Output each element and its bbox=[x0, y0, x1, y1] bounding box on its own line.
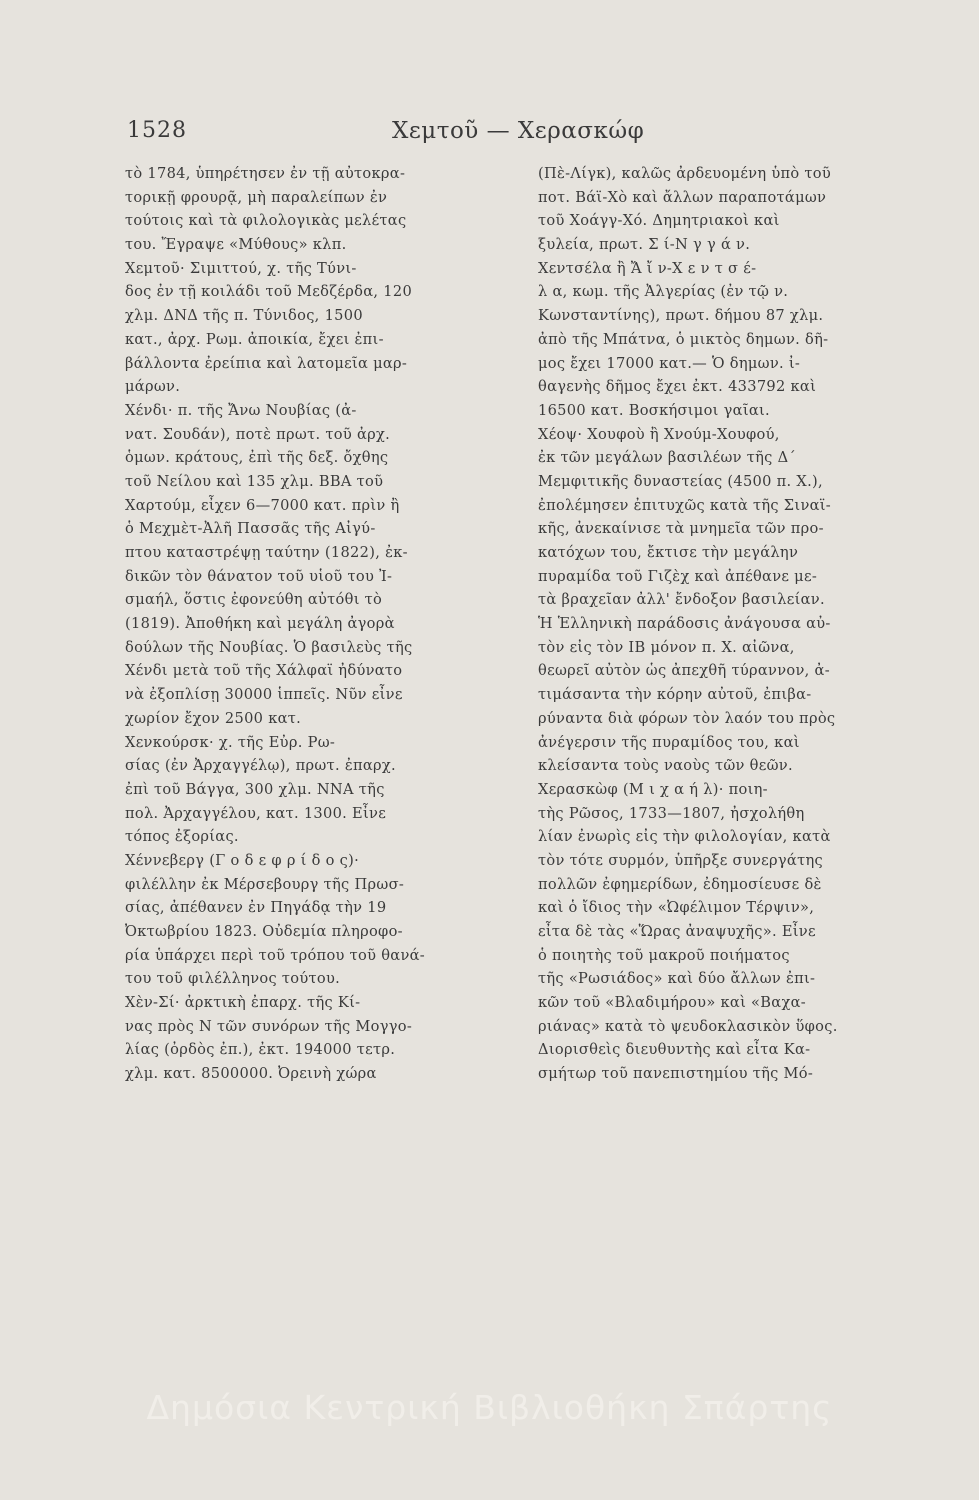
text-line: κατόχων του, ἔκτισε τὴν μεγάλην bbox=[538, 544, 799, 561]
text-line: τιμάσαντα τὴν κόρην αὐτοῦ, ἐπιβα- bbox=[538, 686, 812, 704]
text-line: σίας (ἐν Ἀρχαγγέλῳ), πρωτ. ἐπαρχ. bbox=[125, 757, 396, 775]
text-line: ἐπὶ τοῦ Βάγγα, 300 χλμ. ΝΝΑ τῆς bbox=[125, 780, 385, 798]
text-line: Μεμφιτικῆς δυναστείας (4500 π. Χ.), bbox=[538, 472, 823, 490]
library-watermark: Δημόσια Κεντρική Βιβλιοθήκη Σπάρτης bbox=[146, 1388, 833, 1427]
text-line: τῆς «Ρωσιάδος» καὶ δύο ἄλλων ἐπι- bbox=[538, 970, 816, 988]
text-line: δος ἐν τῇ κοιλάδι τοῦ Μεδζέρδα, 120 bbox=[125, 283, 413, 301]
text-line: ἀνέγερσιν τῆς πυραμίδος του, καὶ bbox=[538, 733, 800, 751]
text-line: ἀπὸ τῆς Μπάτνα, ὁ μικτὸς δημων. δῆ- bbox=[538, 330, 829, 348]
text-line: κατ., ἀρχ. Ρωμ. ἀποικία, ἔχει ἐπι- bbox=[125, 330, 384, 348]
left-column bbox=[125, 162, 490, 1086]
text-line: (Πὲ-Λίγκ), καλῶς ἀρδευομένη ὑπὸ τοῦ bbox=[538, 165, 832, 182]
text-line: Χερασκὼφ (Μ ι χ α ή λ)· ποιη- bbox=[538, 780, 768, 798]
text-line: τὸν τότε συρμόν, ὑπῆρξε συνεργάτης bbox=[538, 851, 823, 869]
text-line: χλμ. κατ. 8500000. Ὀρεινὴ χώρα bbox=[125, 1065, 377, 1083]
text-line: νας πρὸς Ν τῶν συνόρων τῆς Μογγο- bbox=[125, 1017, 413, 1035]
text-line: τούτοις καὶ τὰ φιλολογικὰς μελέτας bbox=[125, 212, 407, 230]
text-line: πυραμίδα τοῦ Γιζὲχ καὶ ἀπέθανε με- bbox=[538, 567, 818, 585]
text-line: Χεμτοῦ· Σιμιττού, χ. τῆς Τύνι- bbox=[125, 259, 357, 277]
text-line: ποτ. Βάϊ-Χὸ καὶ ἄλλων παραποτάμων bbox=[538, 188, 827, 206]
text-line: σμήτωρ τοῦ πανεπιστημίου τῆς Μό- bbox=[538, 1065, 814, 1083]
text-line: Χενκούρσκ· χ. τῆς Εὐρ. Ρω- bbox=[125, 733, 336, 751]
text-line: Ἡ Ἑλληνικὴ παράδοσις ἀνάγουσα αὐ- bbox=[538, 615, 831, 633]
text-line: κλείσαντα τοὺς ναοὺς τῶν θεῶν. bbox=[538, 757, 793, 775]
text-line: Χεντσέλα ἢ Ἄ ἴ ν-Χ ε ν τ σ έ- bbox=[538, 259, 757, 277]
text-line: θεωρεῖ αὐτὸν ὡς ἀπεχθῆ τύραννον, ἀ- bbox=[538, 662, 830, 680]
text-line: λ α, κωμ. τῆς Ἀλγερίας (ἐν τῷ ν. bbox=[538, 283, 789, 301]
text-line: χλμ. ΔΝΔ τῆς π. Τύνιδος, 1500 bbox=[125, 307, 363, 325]
text-line: νατ. Σουδάν), ποτὲ πρωτ. τοῦ ἀρχ. bbox=[125, 425, 391, 443]
text-line: πτου καταστρέψῃ ταύτην (1822), ἐκ- bbox=[125, 544, 408, 561]
text-line: πολ. Ἀρχαγγέλου, κατ. 1300. Εἶνε bbox=[125, 804, 387, 822]
text-line: 16500 κατ. Βοσκήσιμοι γαῖαι. bbox=[538, 401, 770, 419]
text-line: εἶτα δὲ τὰς «Ὥρας ἀναψυχῆς». Εἶνε bbox=[538, 923, 816, 940]
text-line: ἐκ τῶν μεγάλων βασιλέων τῆς Δ΄ bbox=[538, 449, 797, 467]
text-line: Χαρτούμ, εἶχεν 6—7000 κατ. πρὶν ἢ bbox=[125, 496, 400, 514]
text-line: λίαν ἐνωρὶς εἰς τὴν φιλολογίαν, κατὰ bbox=[538, 828, 831, 846]
text-line: βάλλοντα ἐρείπια καὶ λατομεῖα μαρ- bbox=[125, 354, 408, 372]
text-line: Ὀκτωβρίου 1823. Οὐδεμία πληροφο- bbox=[125, 923, 403, 940]
text-line: Χὲν-Σί· ἀρκτικὴ ἐπαρχ. τῆς Κί- bbox=[125, 994, 361, 1012]
text-line: τὴς Ρῶσος, 1733—1807, ἠσχολήθη bbox=[538, 804, 805, 822]
text-line: ρία ὑπάρχει περὶ τοῦ τρόπου τοῦ θανά- bbox=[125, 946, 426, 964]
text-line: σμαήλ, ὅστις ἐφονεύθη αὐτόθι τὸ bbox=[125, 591, 383, 609]
page-number: 1528 bbox=[127, 118, 187, 143]
text-line: δούλων τῆς Νουβίας. Ὁ βασιλεὺς τῆς bbox=[125, 638, 413, 656]
text-line: τόπος ἐξορίας. bbox=[125, 828, 239, 846]
text-line: του τοῦ φιλέλληνος τούτου. bbox=[125, 970, 341, 988]
text-line: μος ἔχει 17000 κατ.— Ὁ δημων. ἰ- bbox=[538, 354, 801, 372]
text-line: τὸ 1784, ὑπηρέτησεν ἐν τῇ αὐτοκρα- bbox=[125, 165, 406, 182]
text-line: του. Ἔγραψε «Μύθους» κλπ. bbox=[125, 236, 347, 254]
text-line: τὸν εἰς τὸν ΙΒ μόνον π. Χ. αἰῶνα, bbox=[538, 638, 795, 656]
right-column bbox=[538, 162, 916, 1086]
text-line: ριάνας» κατὰ τὸ ψευδοκλασικὸν ὕφος. bbox=[538, 1017, 838, 1035]
text-line: θαγενὴς δῆμος ἔχει ἐκτ. 433792 καὶ bbox=[538, 378, 817, 396]
text-line: Διορισθεὶς διευθυντὴς καὶ εἶτα Κα- bbox=[538, 1041, 811, 1059]
running-head: Χεμτοῦ — Χερασκώφ bbox=[392, 118, 645, 144]
text-line: τοῦ Νείλου καὶ 135 χλμ. ΒΒΑ τοῦ bbox=[125, 472, 384, 490]
text-line: φιλέλλην ἐκ Μέρσεβουργ τῆς Πρωσ- bbox=[125, 875, 405, 893]
text-line: τὰ βραχεῖαν ἀλλ' ἔνδοξον βασιλείαν. bbox=[538, 591, 825, 609]
text-line: Χέννεβεργ (Γ ο δ ε φ ρ ί δ ο ς)· bbox=[125, 851, 360, 869]
text-line: κῆς, ἀνεκαίνισε τὰ μνημεῖα τῶν προ- bbox=[538, 520, 824, 538]
text-line: κῶν τοῦ «Βλαδιμήρου» καὶ «Βαχα- bbox=[538, 994, 806, 1012]
text-line: δικῶν τὸν θάνατον τοῦ υἱοῦ του Ἰ- bbox=[125, 567, 393, 585]
text-line: λίας (ὀρδὸς ἐπ.), ἐκτ. 194000 τετρ. bbox=[125, 1041, 396, 1059]
text-line: καὶ ὁ ἴδιος τὴν «Ὠφέλιμον Τέρψιν», bbox=[538, 899, 815, 917]
text-line: Κωνσταντίνης), πρωτ. δήμου 87 χλμ. bbox=[538, 307, 824, 325]
text-line: ὁ Μεχμὲτ-Ἀλῆ Πασσᾶς τῆς Αἰγύ- bbox=[125, 520, 376, 538]
text-line: χωρίον ἔχον 2500 κατ. bbox=[125, 709, 302, 727]
text-line: ξυλεία, πρωτ. Σ ί-Ν γ γ ά ν. bbox=[538, 236, 751, 254]
text-line: (1819). Ἀποθήκη καὶ μεγάλη ἀγορὰ bbox=[125, 615, 395, 633]
text-line: πολλῶν ἐφημερίδων, ἐδημοσίευσε δὲ bbox=[538, 875, 822, 893]
text-line: σίας, ἀπέθανεν ἐν Πηγάδᾳ τὴν 19 bbox=[125, 899, 387, 917]
text-line: ρύναντα διὰ φόρων τὸν λαόν του πρὸς bbox=[538, 709, 836, 727]
text-line: τορικῇ φρουρᾷ, μὴ παραλείπων ἐν bbox=[125, 188, 388, 206]
text-line: ὁμων. κράτους, ἐπὶ τῆς δεξ. ὄχθης bbox=[125, 449, 389, 467]
text-line: τοῦ Χοάγγ-Χό. Δημητριακοὶ καὶ bbox=[538, 212, 780, 230]
text-line: ἐπολέμησεν ἐπιτυχῶς κατὰ τῆς Σιναϊ- bbox=[538, 496, 832, 514]
text-line: Χένδι· π. τῆς Ἄνω Νουβίας (ἀ- bbox=[125, 401, 357, 419]
page-header bbox=[127, 118, 917, 158]
text-line: Χέοψ· Χουφοὺ ἢ Χνούμ-Χουφού, bbox=[538, 425, 780, 443]
text-line: νὰ ἐξοπλίσῃ 30000 ἱππεῖς. Νῦν εἶνε bbox=[125, 686, 403, 704]
text-line: Χένδι μετὰ τοῦ τῆς Χάλφαϊ ἠδύνατο bbox=[125, 662, 403, 680]
text-line: ὁ ποιητὴς τοῦ μακροῦ ποιήματος bbox=[538, 946, 790, 964]
text-line: μάρων. bbox=[125, 378, 181, 396]
